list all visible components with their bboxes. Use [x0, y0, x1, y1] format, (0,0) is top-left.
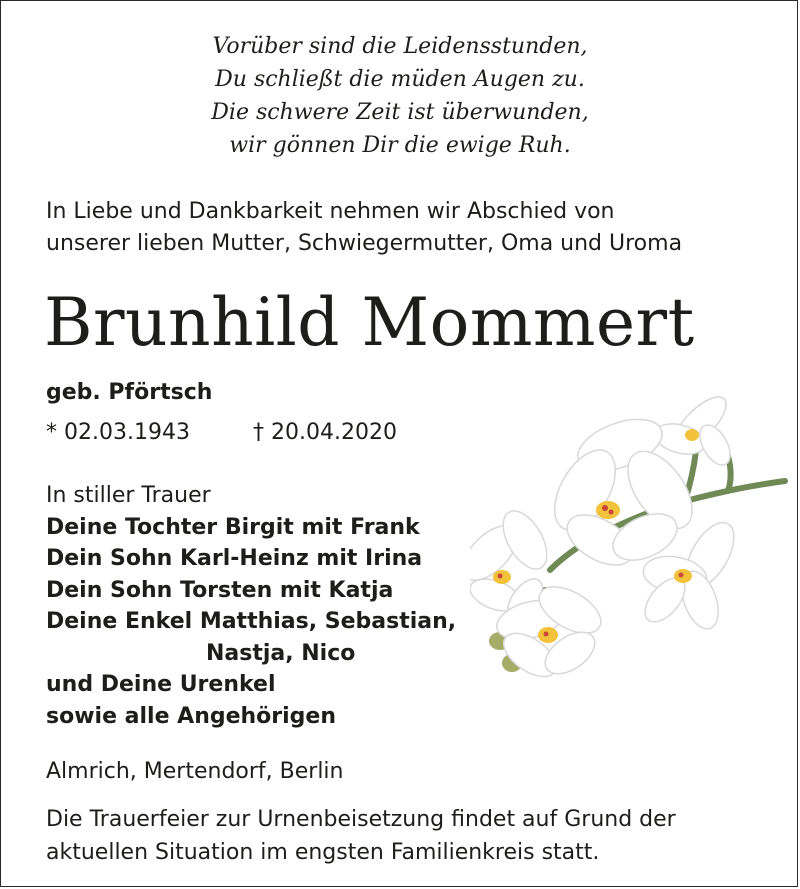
notice-line: aktuellen Situation im engsten Familienkreis statt. [46, 840, 600, 865]
birth-date: * 02.03.1943 [46, 420, 190, 445]
mourner-line: Deine Tochter Birgit mit Frank [46, 514, 420, 540]
death-date: † 20.04.2020 [253, 420, 397, 445]
mourner-line-continuation: Nastja, Nico [206, 640, 356, 666]
mourner-line: Dein Sohn Karl-Heinz mit Irina [46, 546, 423, 571]
intro-line: In Liebe und Dankbarkeit nehmen wir Abschied von [46, 199, 615, 224]
mourner-line: sowie alle Angehörigen [46, 703, 337, 729]
birth-name: geb. Pförtsch [46, 380, 213, 405]
life-dates [46, 420, 397, 445]
mourning-heading: In stiller Trauer [46, 483, 211, 508]
poem-line: Du schließt die müden Augen zu. [215, 67, 585, 92]
notice-line: Die Trauerfeier zur Urnenbeisetzung findet auf Grund der [46, 807, 676, 832]
poem [0, 30, 800, 162]
places: Almrich, Mertendorf, Berlin [46, 759, 344, 784]
poem-line: Vorüber sind die Leidensstunden, [212, 34, 588, 59]
poem-line: wir gönnen Dir die ewige Ruh. [229, 133, 571, 158]
mourner-line: Deine Enkel Matthias, Sebastian, [46, 609, 457, 634]
mourner-line: und Deine Urenkel [46, 672, 276, 697]
intro-text [46, 196, 682, 260]
deceased-name: Brunhild Mommert [44, 284, 695, 361]
poem-line: Die schwere Zeit ist überwunden, [211, 100, 589, 125]
intro-line: unserer lieben Mutter, Schwiegermutter, Oma und Uroma [46, 231, 683, 256]
mourners-list [46, 480, 456, 732]
mourner-line: Dein Sohn Torsten mit Katja [46, 577, 394, 603]
orchid-image [470, 395, 790, 685]
funeral-notice [46, 803, 676, 869]
